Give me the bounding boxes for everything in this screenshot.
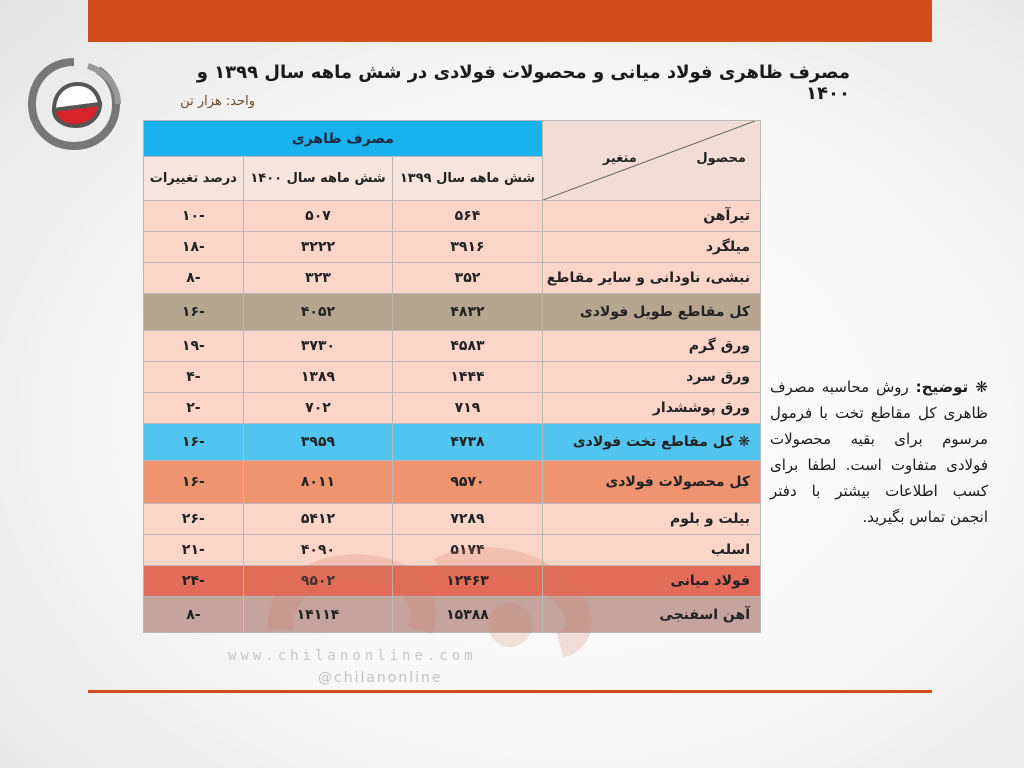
row-product: کل محصولات فولادی [542, 461, 760, 504]
row-change: -۸ [144, 263, 244, 294]
table-row [144, 331, 761, 362]
row-change: -۱۶ [144, 424, 244, 461]
row-product: نبشی، ناودانی و سایر مقاطع [542, 263, 760, 294]
row-product: کل مقاطع طویل فولادی [542, 294, 760, 331]
page-title: مصرف ظاهری فولاد میانی و محصولات فولادی در شش ماهه سال ۱۳۹۹ و ۱۴۰۰ [196, 62, 850, 104]
top-accent-bar [88, 0, 932, 42]
row-1399: ۴۸۳۲ [393, 294, 543, 331]
row-change: -۱۶ [144, 461, 244, 504]
note-label: ❋ توضیح: [915, 378, 988, 396]
row-1400: ۴۰۹۰ [243, 535, 393, 566]
table-row-flat-total [144, 424, 761, 461]
row-product: ورق گرم [542, 331, 760, 362]
row-1400: ۱۳۸۹ [243, 362, 393, 393]
row-1400: ۵۰۷ [243, 201, 393, 232]
header-1399: شش ماهه سال ۱۳۹۹ [393, 157, 543, 201]
row-change: -۲ [144, 393, 244, 424]
row-product: تیرآهن [542, 201, 760, 232]
row-change: -۲۴ [144, 566, 244, 597]
row-1399: ۱۴۴۴ [393, 362, 543, 393]
row-1400: ۵۴۱۲ [243, 504, 393, 535]
row-1400: ۸۰۱۱ [243, 461, 393, 504]
row-1400: ۳۹۵۹ [243, 424, 393, 461]
row-product: ورق سرد [542, 362, 760, 393]
row-product: اسلب [542, 535, 760, 566]
bottom-accent-line [88, 690, 932, 693]
row-change: -۱۶ [144, 294, 244, 331]
row-change: -۱۰ [144, 201, 244, 232]
row-1399: ۵۱۷۴ [393, 535, 543, 566]
row-change: -۱۹ [144, 331, 244, 362]
row-1399: ۳۵۲ [393, 263, 543, 294]
row-1399: ۴۷۳۸ [393, 424, 543, 461]
header-consumption: مصرف ظاهری [144, 121, 543, 157]
header-1400: شش ماهه سال ۱۴۰۰ [243, 157, 393, 201]
association-logo [26, 58, 122, 150]
note-text: روش محاسبه مصرف ظاهری کل مقاطع تخت با فرمول مرسوم برای بقیه محصولات فولادی متفاوت است. لطفا برای کسب اطلاعات بیشتر با دفتر انجمن تماس بگیرید. [770, 378, 988, 526]
row-1400: ۳۲۲۲ [243, 232, 393, 263]
row-1400: ۱۴۱۱۴ [243, 597, 393, 633]
table-row [144, 393, 761, 424]
watermark-site: www.chilanonline.com [228, 648, 477, 664]
watermark-logo-icon [240, 540, 620, 660]
row-change: -۸ [144, 597, 244, 633]
row-1399: ۹۵۷۰ [393, 461, 543, 504]
table-row [144, 362, 761, 393]
row-change: -۴ [144, 362, 244, 393]
row-1399: ۴۵۸۳ [393, 331, 543, 362]
watermark-handle: @chilanonline [318, 670, 443, 686]
row-product: بیلت و بلوم [542, 504, 760, 535]
row-product: میلگرد [542, 232, 760, 263]
table-row-long-total [144, 294, 761, 331]
row-change: -۲۶ [144, 504, 244, 535]
row-1400: ۹۵۰۲ [243, 566, 393, 597]
table-row [144, 504, 761, 535]
product-variable-header [542, 121, 760, 201]
unit-label: واحد: هزار تن [180, 94, 255, 109]
row-product: فولاد میانی [542, 566, 760, 597]
row-1400: ۴۰۵۲ [243, 294, 393, 331]
row-1399: ۷۲۸۹ [393, 504, 543, 535]
row-product: آهن اسفنجی [542, 597, 760, 633]
header-change: درصد تغییرات [144, 157, 244, 201]
row-1400: ۷۰۲ [243, 393, 393, 424]
table-row-steel-total [144, 461, 761, 504]
explanation-note [770, 374, 988, 530]
row-1399: ۱۲۴۶۳ [393, 566, 543, 597]
row-change: -۲۱ [144, 535, 244, 566]
row-change: -۱۸ [144, 232, 244, 263]
row-1400: ۳۷۳۰ [243, 331, 393, 362]
row-1399: ۱۵۳۸۸ [393, 597, 543, 633]
row-product: ورق پوششدار [542, 393, 760, 424]
row-1399: ۷۱۹ [393, 393, 543, 424]
table-row [144, 201, 761, 232]
header-product: محصول [696, 151, 746, 166]
row-1399: ۳۹۱۶ [393, 232, 543, 263]
table-row [144, 232, 761, 263]
row-1400: ۳۲۳ [243, 263, 393, 294]
header-variable: متغیر [602, 151, 637, 166]
row-1399: ۵۶۴ [393, 201, 543, 232]
table-row [144, 263, 761, 294]
row-product: ❋ کل مقاطع تخت فولادی [542, 424, 760, 461]
